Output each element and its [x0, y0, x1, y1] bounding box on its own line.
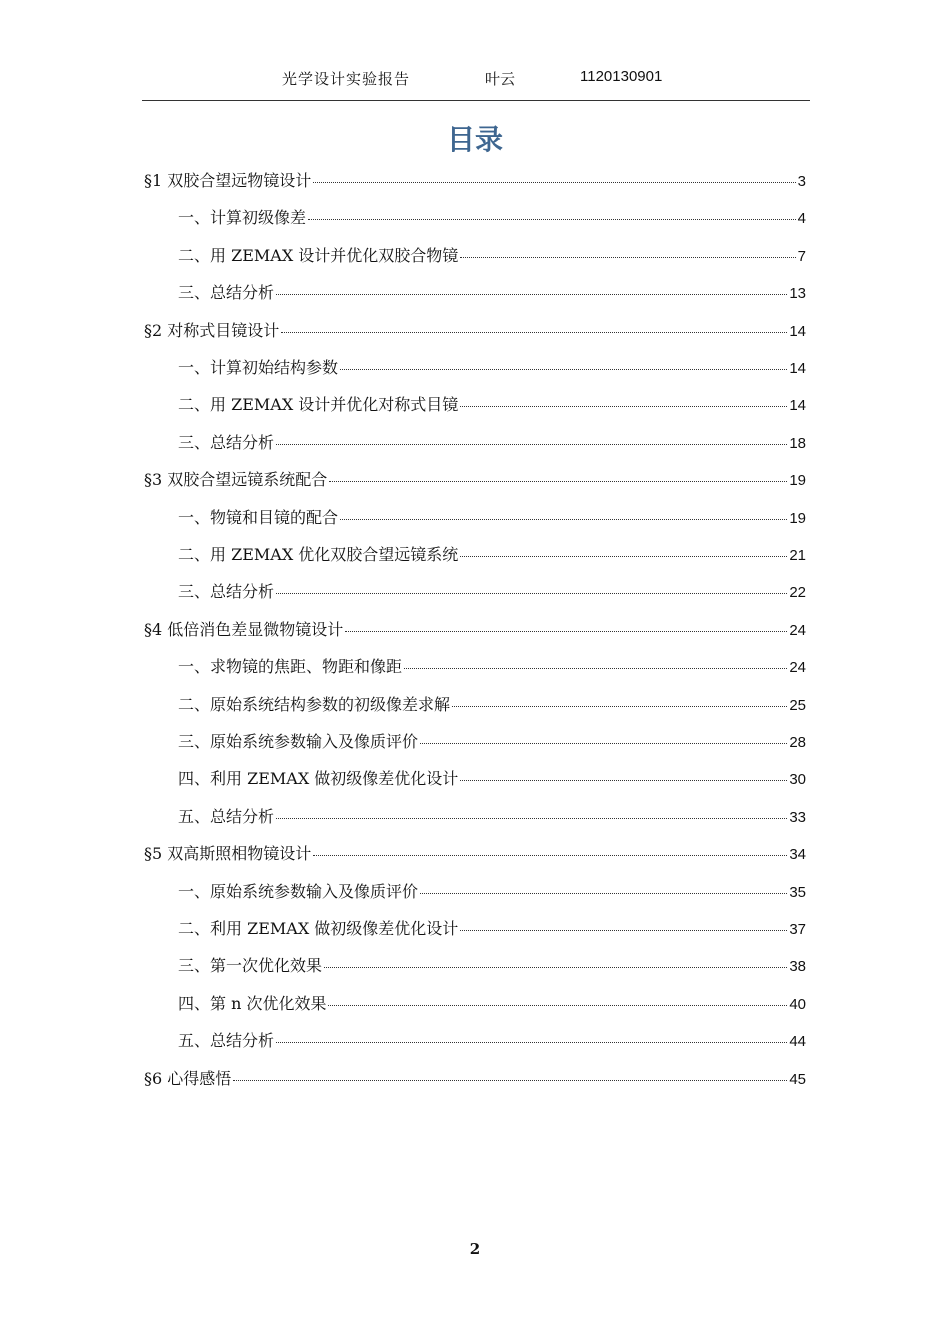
- toc-entry-label: 四、利用 ZEMAX 做初级像差优化设计: [178, 769, 459, 789]
- toc-entry[interactable]: [178, 729, 806, 755]
- toc-dot-leader: [460, 930, 787, 931]
- toc-entry[interactable]: [144, 168, 806, 194]
- toc-dot-leader: [328, 1005, 787, 1006]
- toc-entry-page: 19: [789, 509, 806, 527]
- toc-entry-label: §4 低倍消色差显微物镜设计: [144, 619, 344, 639]
- toc-dot-leader: [340, 369, 787, 370]
- toc-entry[interactable]: [178, 205, 806, 231]
- toc-dot-leader: [308, 219, 796, 220]
- toc-entry-page: 44: [789, 1033, 806, 1051]
- toc-dot-leader: [420, 743, 787, 744]
- toc-dot-leader: [276, 593, 787, 594]
- toc-entry-page: 24: [789, 659, 806, 677]
- toc-dot-leader: [340, 519, 787, 520]
- toc-entry[interactable]: [178, 766, 806, 792]
- toc-entry-label: 五、总结分析: [178, 806, 275, 826]
- header-student-id: 1120130901: [580, 68, 663, 85]
- page-header: [142, 64, 810, 101]
- toc-entry-page: 37: [789, 921, 806, 938]
- toc-entry-page: 40: [789, 995, 806, 1013]
- toc-entry-label: §2 对称式目镜设计: [144, 320, 280, 340]
- toc-entry[interactable]: [178, 542, 806, 568]
- header-author-name: 叶云: [485, 70, 516, 88]
- toc-dot-leader: [404, 668, 787, 669]
- toc-entry-page: 38: [789, 958, 806, 976]
- toc-entry[interactable]: [178, 991, 806, 1017]
- toc-entry[interactable]: [178, 1028, 806, 1054]
- toc-entry-page: 18: [789, 434, 806, 452]
- toc-dot-leader: [276, 444, 787, 445]
- toc-dot-leader: [324, 967, 787, 968]
- toc-dot-leader: [460, 556, 787, 557]
- toc-entry-page: 22: [789, 584, 806, 602]
- toc-entry-label: 五、总结分析: [178, 1031, 275, 1051]
- toc-entry[interactable]: [178, 692, 806, 718]
- toc-dot-leader: [276, 1042, 787, 1043]
- toc-entry-page: 35: [789, 883, 806, 901]
- toc-entry[interactable]: [178, 505, 806, 531]
- toc-dot-leader: [329, 481, 787, 482]
- toc-entry-label: 二、用 ZEMAX 设计并优化对称式目镜: [178, 395, 459, 415]
- toc-entry-label: 四、第 n 次优化效果: [178, 993, 327, 1013]
- toc-entry-page: 33: [789, 808, 806, 826]
- toc-entry-label: 二、原始系统结构参数的初级像差求解: [178, 694, 451, 714]
- toc-entry[interactable]: [144, 318, 806, 344]
- toc-entry[interactable]: [178, 579, 806, 605]
- toc-entry-page: 34: [789, 846, 806, 864]
- page-number: 2: [469, 1240, 481, 1258]
- toc-entry[interactable]: [178, 243, 806, 269]
- toc-entry-page: 28: [789, 734, 806, 751]
- toc-entry[interactable]: [178, 392, 806, 418]
- toc-entry-label: 一、计算初始结构参数: [178, 358, 339, 377]
- toc-entry[interactable]: [178, 355, 806, 381]
- toc-entry-page: 13: [789, 285, 806, 303]
- toc-entry-page: 14: [789, 360, 806, 377]
- toc-entry-label: §5 双高斯照相物镜设计: [144, 844, 312, 864]
- toc-entry-page: 14: [789, 397, 806, 415]
- toc-entry-label: 三、总结分析: [178, 283, 275, 303]
- toc-entry-page: 30: [789, 771, 806, 789]
- header-report-title: 光学设计实验报告: [282, 70, 411, 88]
- toc-entry-label: 二、利用 ZEMAX 做初级像差优化设计: [178, 919, 459, 938]
- toc-entry-label: 二、用 ZEMAX 优化双胶合望远镜系统: [178, 545, 459, 564]
- toc-entry-page: 14: [789, 322, 806, 340]
- toc-entry-label: 三、总结分析: [178, 582, 275, 602]
- toc-dot-leader: [345, 631, 787, 632]
- toc-dot-leader: [452, 706, 787, 707]
- toc-entry-label: 一、求物镜的焦距、物距和像距: [178, 657, 403, 677]
- toc-entry-label: §6 心得感悟: [144, 1068, 232, 1088]
- toc-dot-leader: [233, 1080, 787, 1081]
- toc-entry-page: 45: [789, 1070, 806, 1088]
- toc-entry[interactable]: [178, 953, 806, 979]
- toc-entry[interactable]: [144, 467, 806, 493]
- toc-entry[interactable]: [178, 430, 806, 456]
- toc-entry[interactable]: [178, 804, 806, 830]
- toc-dot-leader: [313, 182, 795, 183]
- toc-entry[interactable]: [178, 879, 806, 905]
- toc-entry-page: 24: [789, 621, 806, 639]
- toc-entry[interactable]: [178, 916, 806, 942]
- toc-entry-label: 三、原始系统参数输入及像质评价: [178, 732, 419, 751]
- toc-dot-leader: [276, 294, 787, 295]
- toc-dot-leader: [460, 780, 787, 781]
- toc-entry-label: 一、物镜和目镜的配合: [178, 507, 339, 527]
- toc-entry[interactable]: [178, 280, 806, 306]
- toc-dot-leader: [313, 855, 787, 856]
- toc-dot-leader: [276, 818, 787, 819]
- toc-entry[interactable]: [144, 841, 806, 867]
- toc-entry-page: 25: [789, 696, 806, 714]
- toc-entry-label: 二、用 ZEMAX 设计并优化双胶合物镜: [178, 245, 459, 265]
- toc-dot-leader: [460, 257, 795, 258]
- toc-entry-page: 19: [789, 472, 806, 490]
- toc-dot-leader: [281, 332, 787, 333]
- toc-dot-leader: [460, 406, 787, 407]
- toc-entry-page: 3: [797, 173, 806, 190]
- toc-entry-label: 一、计算初级像差: [178, 208, 307, 228]
- toc-entry[interactable]: [144, 617, 806, 643]
- toc-entry-label: 三、第一次优化效果: [178, 956, 323, 976]
- toc-entry-page: 7: [797, 247, 806, 265]
- toc-entry-label: 三、总结分析: [178, 432, 275, 452]
- toc-entry-page: 21: [789, 547, 806, 564]
- page-title: 目录: [446, 123, 503, 156]
- toc-entry-label: 一、原始系统参数输入及像质评价: [178, 881, 419, 901]
- toc-entry-page: 4: [797, 210, 806, 228]
- toc-entry[interactable]: [178, 654, 806, 680]
- toc-dot-leader: [420, 893, 787, 894]
- toc-entry[interactable]: [144, 1066, 806, 1092]
- toc-entry-label: §1 双胶合望远物镜设计: [144, 171, 312, 190]
- toc-entry-label: §3 双胶合望远镜系统配合: [144, 470, 328, 490]
